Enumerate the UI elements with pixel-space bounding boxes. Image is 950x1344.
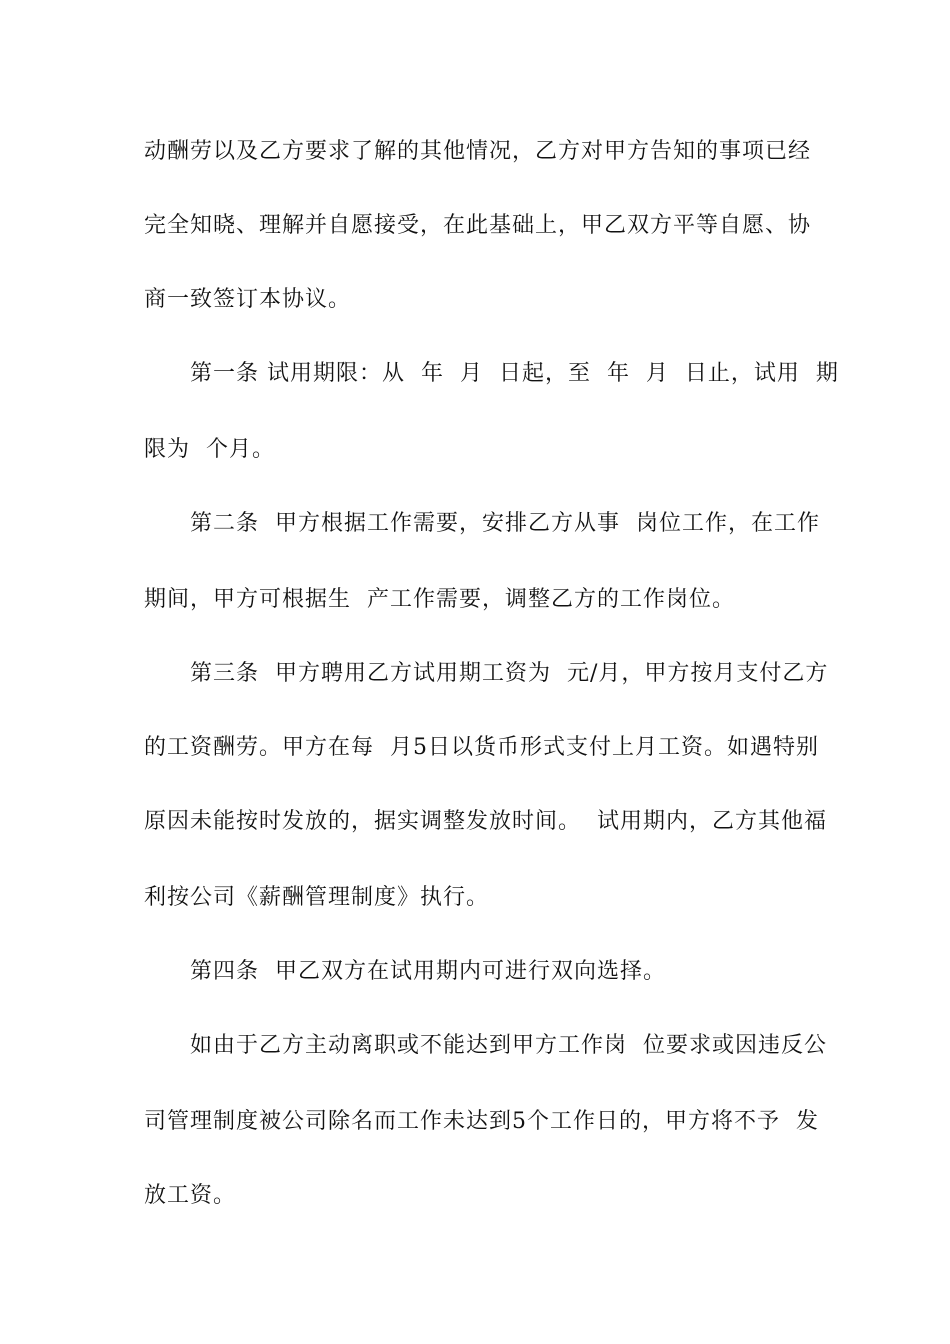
text-line: 的工资酬劳。甲方在每 月5日以货币形式支付上月工资。如遇特别 bbox=[144, 735, 819, 760]
text-line: 放工资。 bbox=[144, 1183, 237, 1208]
text-line: 限为 个月。 bbox=[144, 437, 275, 462]
text-line: 期间，甲方可根据生 产工作需要，调整乙方的工作岗位。 bbox=[144, 587, 735, 612]
text-line: 完全知晓、理解并自愿接受，在此基础上，甲乙双方平等自愿、协 bbox=[144, 213, 812, 238]
paragraph-line: 如由于乙方主动离职或不能达到甲方工作岗 位要求或因违反公 bbox=[190, 1033, 827, 1058]
text-line: 利按公司《薪酬管理制度》执行。 bbox=[144, 885, 490, 910]
text-line: 司管理制度被公司除名而工作未达到5个工作日的，甲方将不予 发 bbox=[144, 1109, 819, 1134]
text-line: 商一致签订本协议。 bbox=[144, 287, 352, 312]
article-3-line: 第三条 甲方聘用乙方试用期工资为 元/月，甲方按月支付乙方 bbox=[190, 661, 829, 686]
article-2-line: 第二条 甲方根据工作需要，安排乙方从事 岗位工作，在工作 bbox=[190, 511, 820, 536]
article-1-line: 第一条 试用期限：从 年 月 日起，至 年 月 日止，试用 期 bbox=[190, 361, 839, 386]
text-line: 动酬劳以及乙方要求了解的其他情况，乙方对甲方告知的事项已经 bbox=[144, 139, 812, 164]
text-line: 原因未能按时发放的，据实调整发放时间。 试用期内，乙方其他福 bbox=[144, 809, 827, 834]
article-4-line: 第四条 甲乙双方在试用期内可进行双向选择。 bbox=[190, 959, 666, 984]
